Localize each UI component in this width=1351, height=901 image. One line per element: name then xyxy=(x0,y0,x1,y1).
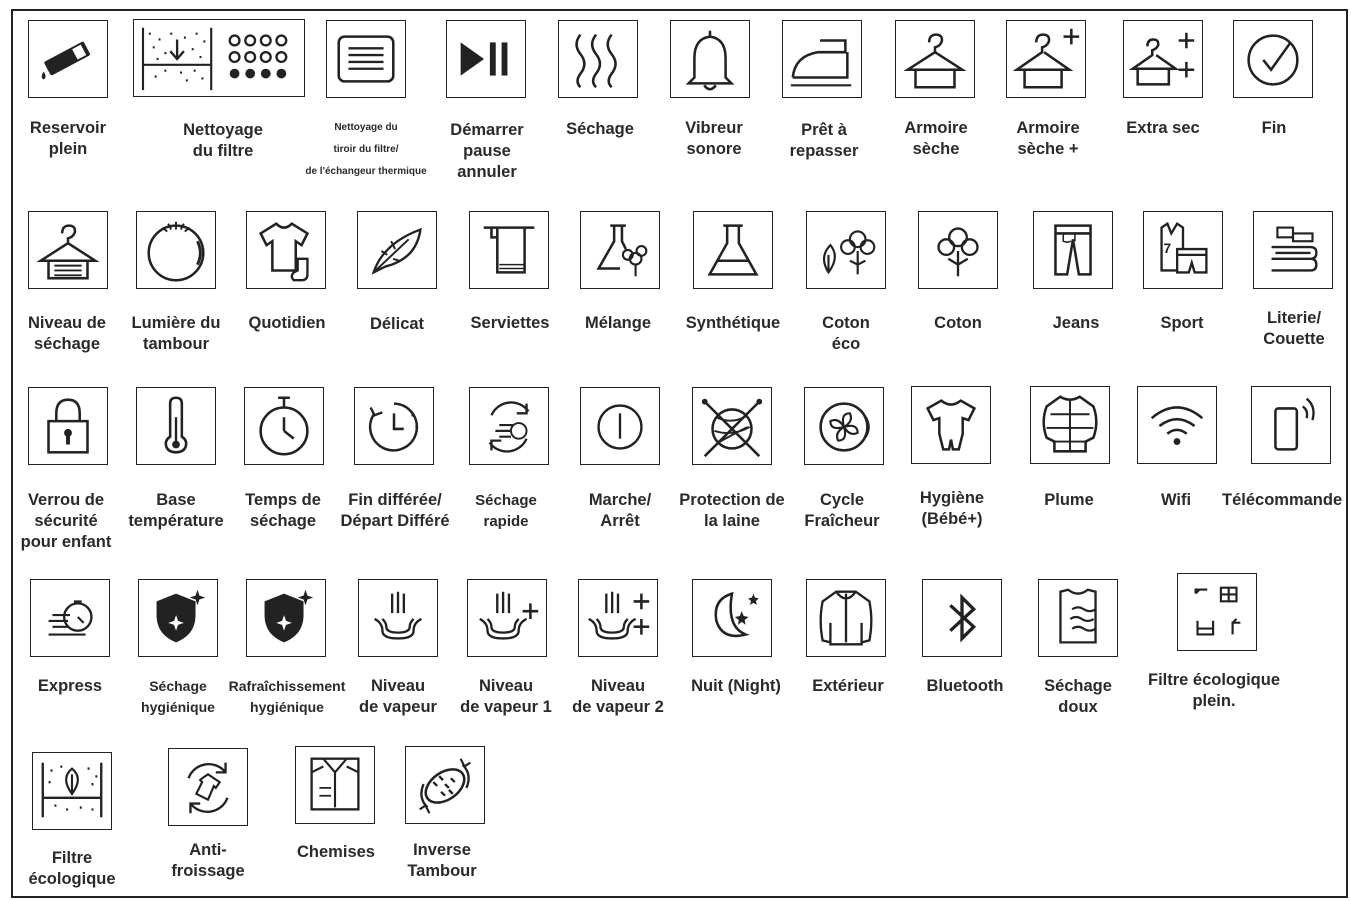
quick-dry-icon xyxy=(469,387,549,465)
label-delicat: Délicat xyxy=(369,315,425,333)
wifi-icon xyxy=(1137,386,1217,464)
label-chemises: Chemises xyxy=(297,843,375,861)
jacket-icon xyxy=(806,579,886,657)
jeans-icon xyxy=(1033,211,1113,289)
eco-filter-icon xyxy=(32,752,112,830)
label-quotidien: Quotidien xyxy=(248,314,326,332)
drum-light-icon xyxy=(136,211,216,289)
play-pause-icon xyxy=(446,20,526,98)
label-telecommande: Télécommande xyxy=(1222,491,1343,509)
sport-icon xyxy=(1143,211,1223,289)
label-niveau-vapeur-2: Niveau de vapeur 2 xyxy=(572,677,664,716)
label-synthetique: Synthétique xyxy=(685,314,781,332)
label-melange: Mélange xyxy=(584,314,652,332)
bedding-icon xyxy=(1253,211,1333,289)
label-sechage: Séchage xyxy=(566,120,634,138)
express-icon xyxy=(30,579,110,657)
label-niveau-vapeur: Niveau de vapeur xyxy=(359,677,437,716)
label-fin-differee: Fin différée/ Départ Différé xyxy=(340,491,450,530)
label-filtre-ecologique-plein: Filtre écologique plein. xyxy=(1147,671,1281,710)
label-inverse-tambour: Inverse Tambour xyxy=(407,841,477,880)
label-nuit: Nuit (Night) xyxy=(691,677,781,695)
nettoyage-filtre-icon xyxy=(133,19,305,97)
steam-icon xyxy=(358,579,438,657)
label-base-temperature: Base température xyxy=(128,491,224,530)
down-jacket-icon xyxy=(1030,386,1110,464)
lock-icon xyxy=(28,387,108,465)
label-marche-arret: Marche/ Arrêt xyxy=(588,491,652,530)
shirt-sock-icon xyxy=(246,211,326,289)
flask-cotton-icon xyxy=(580,211,660,289)
label-armoire-seche: Armoire sèche xyxy=(904,119,968,158)
hanger-icon xyxy=(895,20,975,98)
shield-sparkle-icon xyxy=(138,579,218,657)
steam-plus-icon xyxy=(467,579,547,657)
shield-sparkle-2-icon xyxy=(246,579,326,657)
label-bluetooth: Bluetooth xyxy=(926,677,1004,695)
label-plume: Plume xyxy=(1044,491,1094,509)
flask-icon xyxy=(693,211,773,289)
label-sport: Sport xyxy=(1160,314,1204,332)
label-sechage-rapide: Séchage rapide xyxy=(475,492,537,530)
label-anti-froissage: Anti- froissage xyxy=(171,841,245,880)
reverse-drum-icon xyxy=(405,746,485,824)
label-nettoyage-tiroir: Nettoyage du tiroir du filtre/ de l'échangeur thermique xyxy=(305,122,427,177)
label-coton-eco: Coton éco xyxy=(822,314,870,353)
label-sechage-hygienique: Séchage hygiénique xyxy=(141,678,215,715)
iron-icon xyxy=(782,20,862,98)
wool-icon xyxy=(692,387,772,465)
label-verrou: Verrou de sécurité pour enfant xyxy=(20,491,112,551)
cotton-icon xyxy=(918,211,998,289)
moon-icon xyxy=(692,579,772,657)
label-play-pause: Démarrer pause annuler xyxy=(450,121,524,181)
anti-crease-icon xyxy=(168,748,248,826)
label-cycle-fraicheur: Cycle Fraîcheur xyxy=(804,491,880,530)
label-filtre-ecologique: Filtre écologique xyxy=(28,849,116,888)
label-sechage-doux: Séchage doux xyxy=(1044,677,1112,716)
steam-plus-plus-icon xyxy=(578,579,658,657)
shirt-icon xyxy=(295,746,375,824)
reservoir-plein-icon xyxy=(28,20,108,98)
label-express: Express xyxy=(37,677,103,695)
label-armoire-seche-plus: Armoire sèche + xyxy=(1016,119,1080,158)
check-circle-icon xyxy=(1233,20,1313,98)
cotton-eco-icon xyxy=(806,211,886,289)
label-fin: Fin xyxy=(1261,119,1287,137)
delay-clock-icon xyxy=(354,387,434,465)
label-coton: Coton xyxy=(934,314,982,332)
label-serviettes: Serviettes xyxy=(470,314,550,332)
nettoyage-tiroir-icon xyxy=(326,20,406,98)
label-protection-laine: Protection de la laine xyxy=(679,491,785,530)
power-icon xyxy=(580,387,660,465)
towel-icon xyxy=(469,211,549,289)
bluetooth-icon xyxy=(922,579,1002,657)
thermometer-icon xyxy=(136,387,216,465)
label-lumiere-tambour: Lumière du tambour xyxy=(131,314,221,353)
label-pret-repasser: Prêt à repasser xyxy=(789,121,859,160)
label-niveau-sechage: Niveau de séchage xyxy=(28,314,106,353)
eco-filter-full-icon xyxy=(1177,573,1257,651)
label-rafraichissement: Rafraîchissement hygiénique xyxy=(228,678,346,715)
fan-icon xyxy=(804,387,884,465)
label-wifi: Wifi xyxy=(1160,491,1192,509)
hanger-plus-plus-icon xyxy=(1123,20,1203,98)
label-niveau-vapeur-1: Niveau de vapeur 1 xyxy=(460,677,552,716)
soft-dry-icon xyxy=(1038,579,1118,657)
label-nettoyage-filtre: Nettoyage du filtre xyxy=(183,121,263,160)
sechage-icon xyxy=(558,20,638,98)
label-temps-sechage: Temps de séchage xyxy=(245,491,321,530)
drying-level-icon xyxy=(28,211,108,289)
label-vibreur: Vibreur sonore xyxy=(685,119,743,158)
feather-icon xyxy=(357,211,437,289)
label-literie: Literie/ Couette xyxy=(1263,309,1325,348)
baby-icon xyxy=(911,386,991,464)
bell-icon xyxy=(670,20,750,98)
label-jeans: Jeans xyxy=(1052,314,1100,332)
svg-text:7: 7 xyxy=(1163,240,1172,256)
label-exterieur: Extérieur xyxy=(812,677,884,695)
label-extra-sec: Extra sec xyxy=(1126,119,1200,137)
label-reservoir-plein: Reservoir plein xyxy=(29,119,107,158)
label-hygiene-bebe: Hygiène (Bébé+) xyxy=(919,489,985,528)
stopwatch-icon xyxy=(244,387,324,465)
remote-icon xyxy=(1251,386,1331,464)
hanger-plus-icon xyxy=(1006,20,1086,98)
